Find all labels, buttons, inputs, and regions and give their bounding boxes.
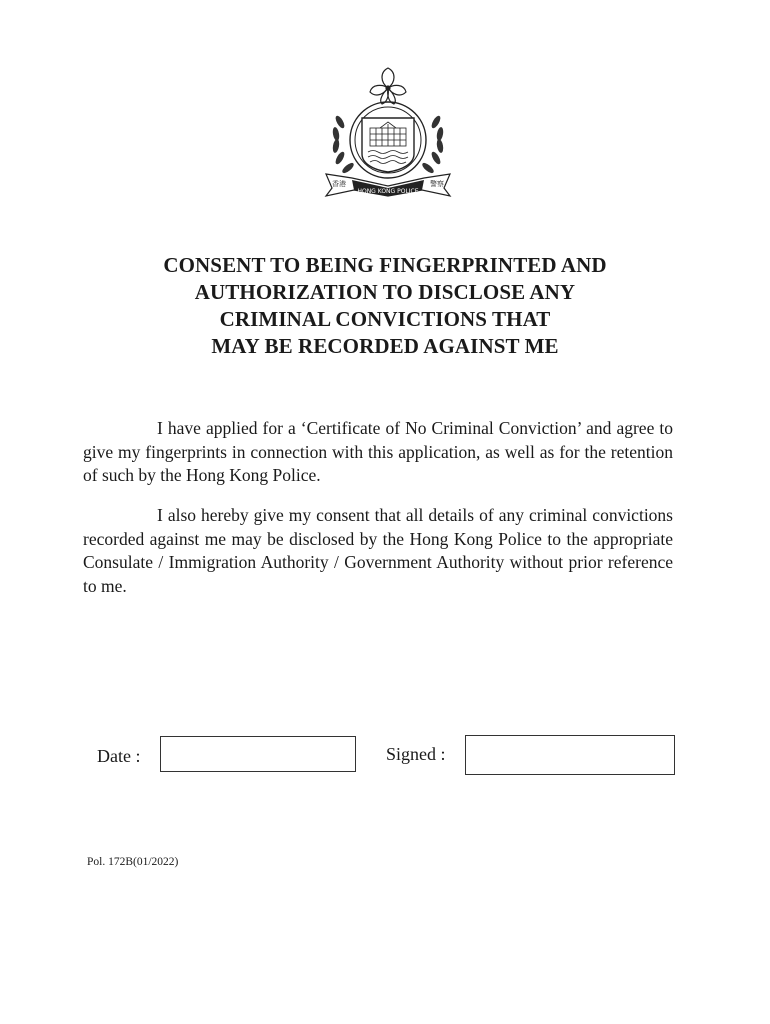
- signature-field[interactable]: [465, 735, 675, 775]
- date-label: Date :: [97, 746, 141, 766]
- consent-paragraph-2: I also hereby give my consent that all details of any criminal convictions recorded against me may be disclosed by the Hong Kong Police to the appropriate Consulate / Immigration Authority / Government Authority without prior reference to me.: [83, 505, 673, 596]
- title-line-3: CRIMINAL CONVICTIONS THAT: [219, 307, 551, 331]
- date-field[interactable]: [160, 736, 356, 772]
- form-code: Pol. 172B(01/2022): [87, 856, 179, 868]
- emblem-chinese-right: 警察: [430, 180, 444, 188]
- consent-paragraph-1: I have applied for a ‘Certificate of No Criminal Conviction’ and agree to give my fingerprints in connection with this application, as well as for the retention of such by the Hong Kong Police.: [83, 418, 673, 485]
- title-line-4: MAY BE RECORDED AGAINST ME: [211, 334, 559, 358]
- emblem-chinese-left: 香港: [332, 180, 346, 188]
- ribbon-text: HONG KONG POLICE: [357, 188, 419, 195]
- signed-label: Signed :: [386, 744, 446, 764]
- hong-kong-police-emblem: [322, 62, 454, 200]
- title-line-2: AUTHORIZATION TO DISCLOSE ANY: [194, 280, 576, 304]
- title-line-1: CONSENT TO BEING FINGERPRINTED AND: [163, 253, 607, 277]
- bauhinia-flower-icon: [370, 68, 406, 104]
- document-title: [0, 252, 770, 360]
